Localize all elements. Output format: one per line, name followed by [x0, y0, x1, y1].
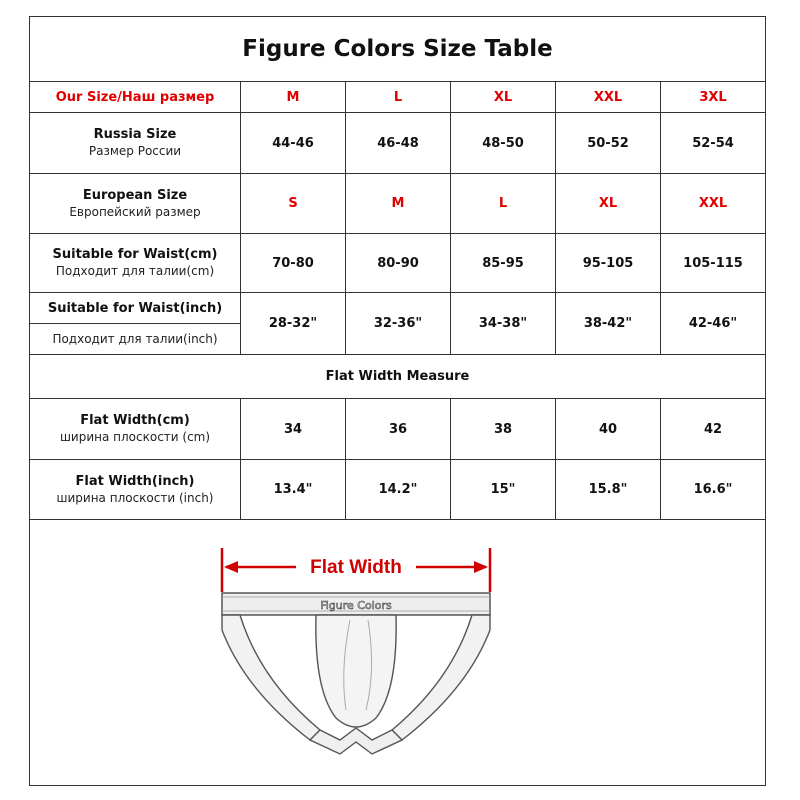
row-label: [30, 234, 241, 293]
table-cell: 46-48: [346, 113, 451, 174]
table-row-european: [30, 174, 766, 234]
header-size: L: [346, 82, 451, 113]
row-label-ru: Европейский размер: [69, 204, 201, 219]
table-cell: XXL: [661, 174, 766, 234]
table-cell: 50-52: [556, 113, 661, 174]
table-cell: 105-115: [661, 234, 766, 293]
row-label-en: European Size: [82, 187, 188, 203]
header-size: M: [241, 82, 346, 113]
table-cell: 44-46: [241, 113, 346, 174]
row-label-ru: Размер России: [88, 144, 182, 158]
header-label: Our Size/Наш размер: [30, 82, 241, 113]
page-title: Figure Colors Size Table: [242, 35, 553, 62]
row-label-en: Flat Width(inch): [75, 473, 195, 489]
table-cell: 34-38": [451, 293, 556, 355]
table-cell: L: [451, 174, 556, 234]
row-label-en: Russia Size: [93, 127, 177, 142]
table-cell: 42-46": [661, 293, 766, 355]
table-cell: 36: [346, 399, 451, 460]
table-row-flat-cm: [30, 399, 766, 460]
table-cell: 48-50: [451, 113, 556, 174]
table-cell: 38-42": [556, 293, 661, 355]
table-cell: S: [241, 174, 346, 234]
row-label: [30, 399, 241, 460]
arrow-label: Flat Width: [310, 557, 402, 578]
row-label-ru: ширина плоскости (cm): [59, 430, 211, 444]
table-cell: 13.4": [241, 460, 346, 520]
left-strap: [222, 615, 320, 740]
row-label-ru: Подходит для талии(cm): [55, 264, 215, 278]
table-cell: 14.2": [346, 460, 451, 520]
row-label: [30, 174, 241, 234]
brand-label: Figure Colors: [320, 599, 392, 612]
row-label: [30, 460, 241, 520]
row-label-ru: ширина плоскости (inch): [56, 490, 214, 505]
row-label-en: Suitable for Waist(inch): [30, 293, 240, 324]
section-title: Flat Width Measure: [30, 355, 766, 399]
table-cell: 28-32": [241, 293, 346, 355]
table-row-waist-cm: [30, 234, 766, 293]
row-label-en: Flat Width(cm): [80, 413, 190, 428]
row-label: [30, 293, 241, 355]
arrow-head-left: [224, 561, 238, 573]
table-cell: 42: [661, 399, 766, 460]
table-cell: 15.8": [556, 460, 661, 520]
table-cell: 32-36": [346, 293, 451, 355]
table-cell: 34: [241, 399, 346, 460]
size-table: [29, 81, 766, 520]
table-cell: 70-80: [241, 234, 346, 293]
row-label-ru: Подходит для талии(inch): [52, 331, 218, 346]
table-cell: 38: [451, 399, 556, 460]
bottom-straps: [310, 728, 402, 754]
garment-illustration: [200, 540, 510, 760]
table-cell: M: [346, 174, 451, 234]
table-cell: 80-90: [346, 234, 451, 293]
pouch: [316, 615, 396, 727]
header-size: 3XL: [661, 82, 766, 113]
right-strap: [392, 615, 490, 740]
table-row-russia: [30, 113, 766, 174]
table-cell: XL: [556, 174, 661, 234]
table-row-waist-inch: [30, 293, 766, 355]
table-cell: 15": [451, 460, 556, 520]
header-row: [30, 82, 766, 113]
table-cell: 40: [556, 399, 661, 460]
table-cell: 95-105: [556, 234, 661, 293]
header-size: XXL: [556, 82, 661, 113]
section-row: [30, 355, 766, 399]
row-label-en: Suitable for Waist(cm): [52, 247, 218, 262]
row-label: [30, 113, 241, 174]
arrow-head-right: [474, 561, 488, 573]
table-row-flat-inch: [30, 460, 766, 520]
table-cell: 52-54: [661, 113, 766, 174]
table-cell: 85-95: [451, 234, 556, 293]
table-cell: 16.6": [661, 460, 766, 520]
header-size: XL: [451, 82, 556, 113]
